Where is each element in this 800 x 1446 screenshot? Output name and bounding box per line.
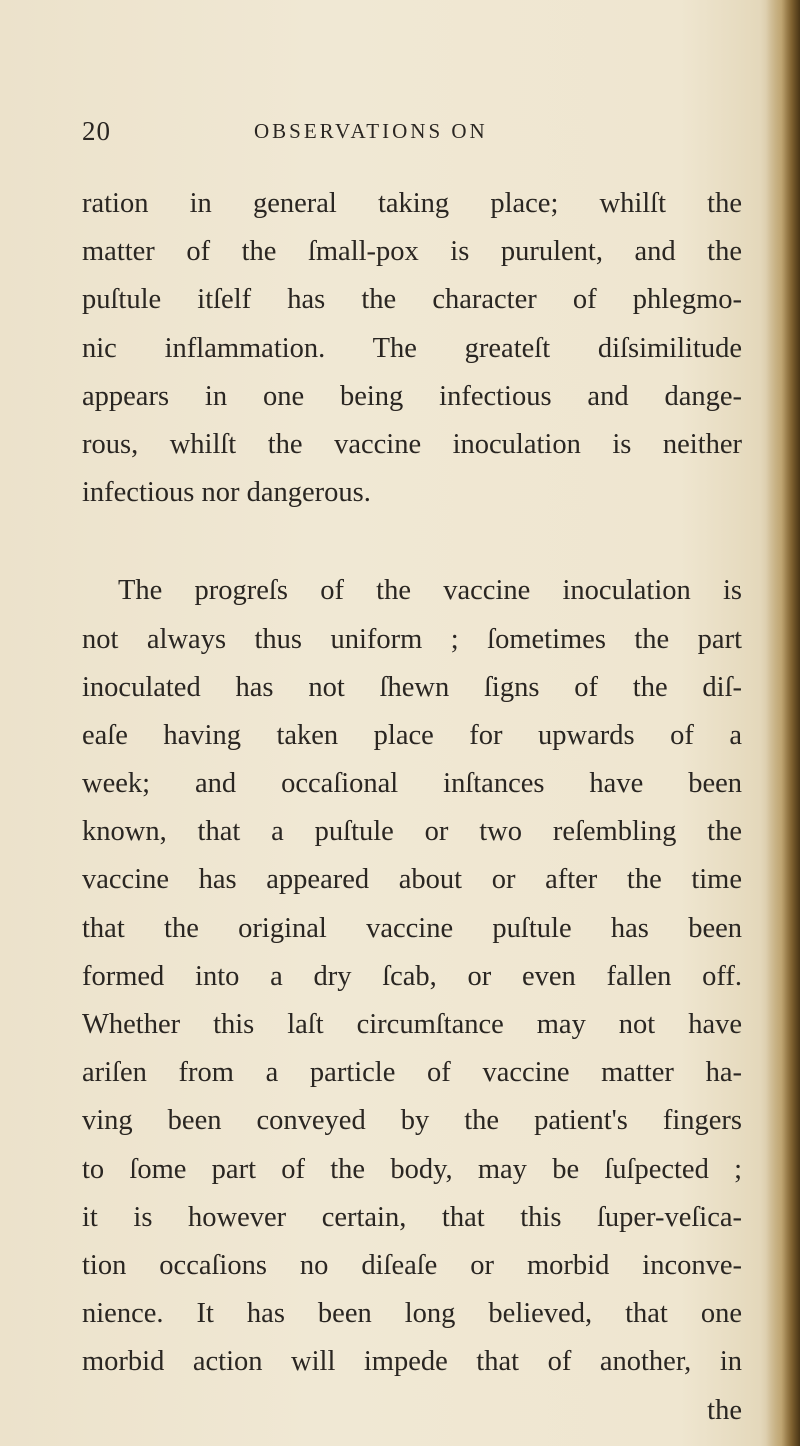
- text-line: tion occaſions no diſeaſe or morbid inconve-: [82, 1249, 742, 1281]
- text-line: nic inflammation. The greateſt diſsimilitude: [82, 332, 742, 364]
- page-edge: [766, 0, 800, 1446]
- body-text: [82, 180, 742, 1435]
- text-line: week; and occaſional inſtances have been: [82, 768, 742, 800]
- text-line: not always thus uniform ; ſometimes the part: [82, 623, 742, 655]
- text-line: inoculated has not ſhewn ſigns of the diſ-: [82, 671, 742, 703]
- catchword: the: [707, 1394, 742, 1426]
- text-line: ving been conveyed by the patient's fingers: [82, 1105, 742, 1137]
- running-title: OBSERVATIONS ON: [254, 119, 488, 143]
- text-line: ariſen from a particle of vaccine matter ha-: [82, 1057, 742, 1089]
- paragraph-2: [82, 567, 742, 1386]
- text-line: eaſe having taken place for upwards of a: [82, 719, 742, 751]
- text-line: that the original vaccine puſtule has been: [82, 912, 742, 944]
- text-line: ration in general taking place; whilſt the: [82, 188, 742, 219]
- text-line: formed into a dry ſcab, or even fallen off.: [82, 960, 742, 992]
- running-head: [82, 116, 722, 156]
- page-number: 20: [82, 116, 111, 146]
- text-line: morbid action will impede that of another, in: [82, 1346, 742, 1378]
- text-line: infectious nor dangerous.: [82, 477, 371, 509]
- paragraph-1: [82, 180, 742, 517]
- text-line: appears in one being infectious and dange-: [82, 380, 742, 412]
- text-line: vaccine has appeared about or after the time: [82, 864, 742, 896]
- text-line: puſtule itſelf has the character of phlegmo-: [82, 284, 742, 316]
- text-line: rous, whilſt the vaccine inoculation is neither: [82, 428, 742, 460]
- text-line: known, that a puſtule or two reſembling the: [82, 816, 742, 848]
- paragraph-gap: [82, 517, 742, 567]
- text-line: matter of the ſmall-pox is purulent, and the: [82, 236, 742, 268]
- text-line: The progreſs of the vaccine inoculation is: [118, 575, 742, 607]
- text-line: it is however certain, that this ſuper-veſica-: [82, 1201, 742, 1233]
- text-line: Whether this laſt circumſtance may not have: [82, 1009, 742, 1040]
- text-line: to ſome part of the body, may be ſuſpected ;: [82, 1153, 742, 1185]
- text-line: nience. It has been long believed, that one: [82, 1298, 742, 1330]
